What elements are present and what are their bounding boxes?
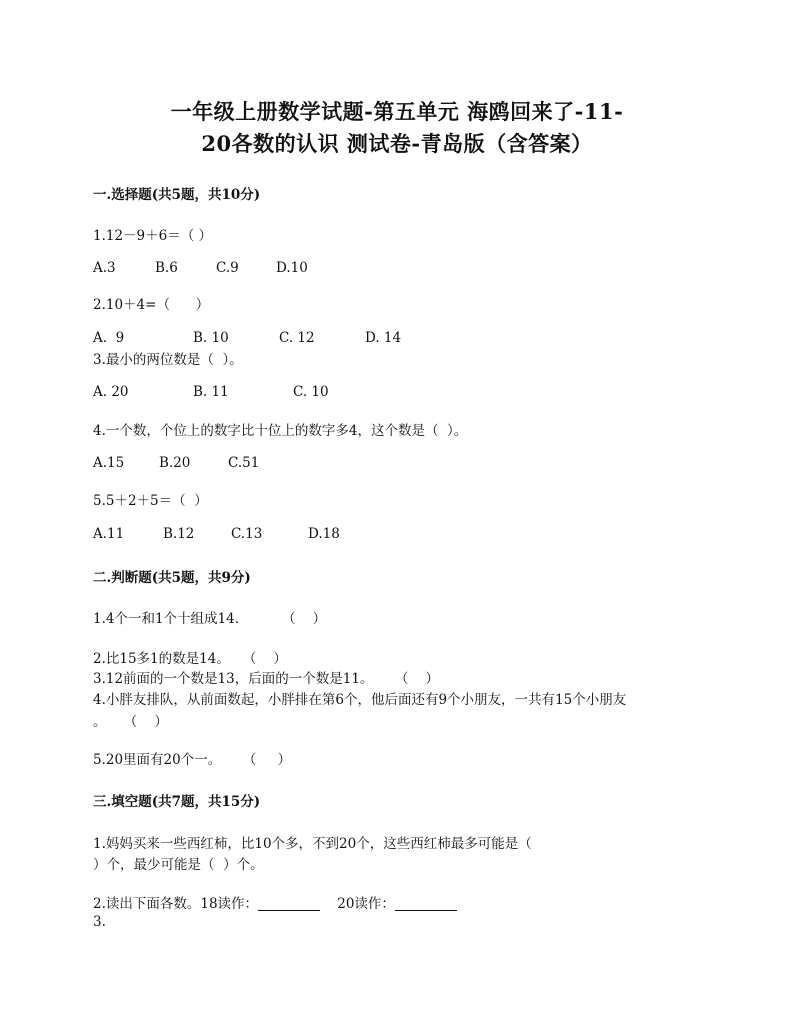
question-1-2-stem: 2.10＋4=（ ） <box>93 297 210 313</box>
question-3-3: 3. <box>93 914 106 930</box>
option-a: A.3 <box>93 260 116 276</box>
question-3-2 <box>93 892 457 912</box>
option-b: B.6 <box>155 260 178 276</box>
question-3-1-line-2: ）个，最少可能是（ ）个。 <box>93 857 264 873</box>
section-heading-fill-blank: 三.填空题(共7题，共15分) <box>93 794 261 810</box>
question-3-1-line-1: 1.妈妈买来一些西红柿，比10个多，不到20个，这些西红柿最多可能是（ <box>93 836 532 852</box>
question-3-2-part-1: 2.读出下面各数。18读作： <box>93 896 259 912</box>
option-c: C.9 <box>216 260 239 276</box>
option-c: C. 12 <box>279 330 315 346</box>
question-2-2: 2.比15多1的数是14。 （ ） <box>93 651 287 667</box>
option-d: D. 14 <box>365 330 402 346</box>
option-c: C.13 <box>231 526 263 542</box>
question-2-5: 5.20里面有20个一。 （ ） <box>93 752 292 768</box>
option-d: D.18 <box>308 526 340 542</box>
option-b: B.12 <box>163 526 195 542</box>
answer-blank <box>395 896 457 911</box>
question-1-5-stem: 5.5＋2＋5＝（ ） <box>93 493 208 509</box>
question-1-1-stem: 1.12－9＋6＝（ ） <box>93 228 213 244</box>
option-d: D.10 <box>276 260 308 276</box>
section-heading-choice: 一.选择题(共5题，共10分) <box>93 187 261 203</box>
question-2-3: 3.12前面的一个数是13，后面的一个数是11。 （ ） <box>93 671 440 687</box>
option-a: A.15 <box>93 455 125 471</box>
question-2-1: 1.4个一和1个十组成14. （ ） <box>93 611 327 627</box>
question-3-2-part-2: 20读作： <box>337 896 395 912</box>
option-a: A. 20 <box>93 384 129 400</box>
question-1-3-stem: 3.最小的两位数是（ ）。 <box>93 352 243 368</box>
option-c: C. 10 <box>293 384 329 400</box>
option-a: A. 9 <box>93 330 125 346</box>
question-1-4-stem: 4.一个数，个位上的数字比十位上的数字多4，这个数是（ ）。 <box>93 423 468 439</box>
section-heading-judgement: 二.判断题(共5题，共9分) <box>93 570 251 586</box>
option-b: B. 11 <box>193 384 229 400</box>
option-b: B. 10 <box>193 330 229 346</box>
question-2-4-line-1: 4.小胖友排队，从前面数起，小胖排在第6个，他后面还有9个小朋友，一共有15个小朋友 <box>93 692 627 708</box>
document-title-line-1: 一年级上册数学试题-第五单元 海鸥回来了-11- <box>170 99 624 124</box>
option-b: B.20 <box>159 455 191 471</box>
option-a: A.11 <box>93 526 125 542</box>
question-2-4-line-2: 。 （ ） <box>93 714 168 730</box>
document-title-line-2: 20各数的认识 测试卷-青岛版（含答案） <box>201 131 593 156</box>
option-c: C.51 <box>228 455 260 471</box>
answer-blank <box>258 896 320 911</box>
